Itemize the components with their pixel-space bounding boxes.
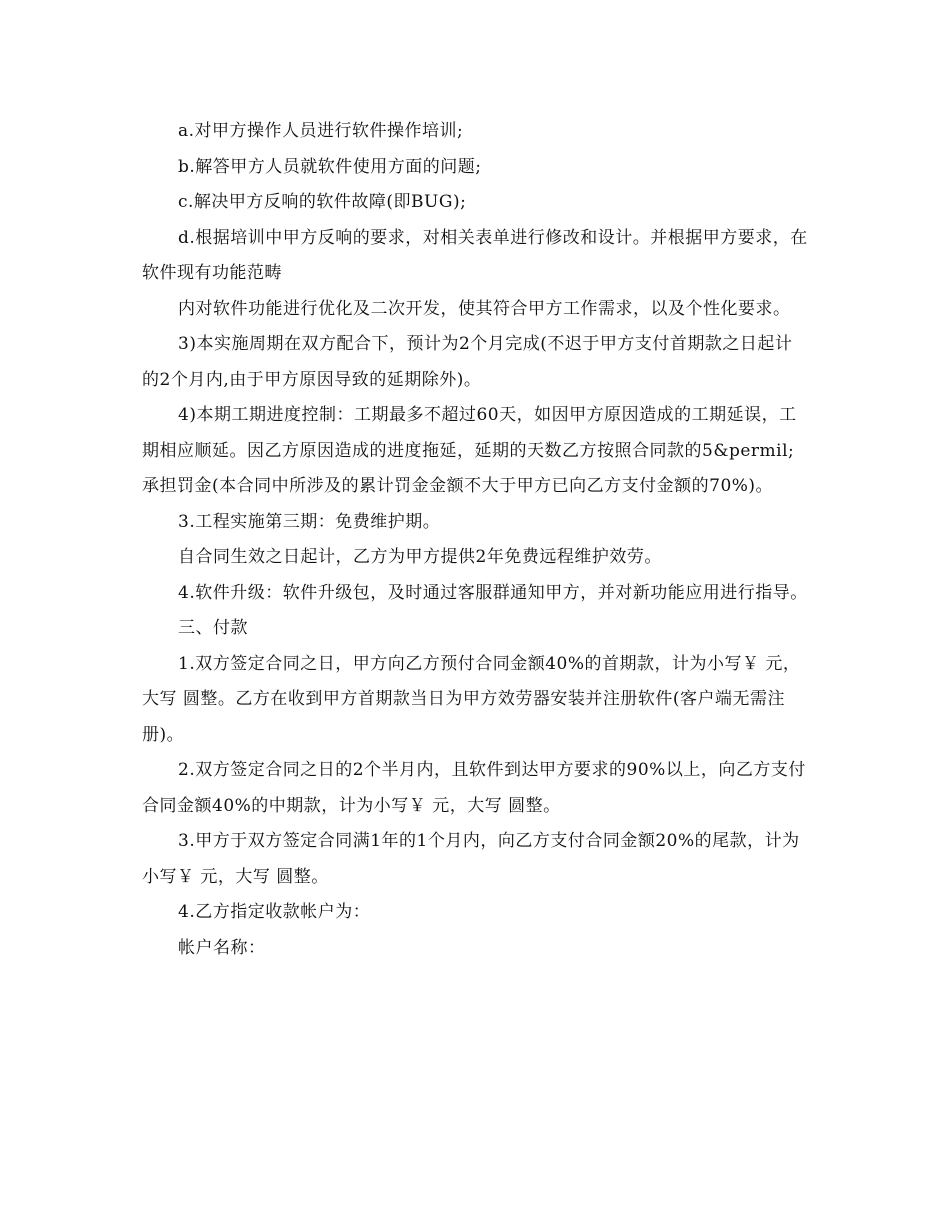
paragraph-phase-three: 3.工程实施第三期：免费维护期。 [178, 511, 441, 532]
paragraph-free-maintenance: 自合同生效之日起计，乙方为甲方提供2年免费远程维护效劳。 [178, 547, 662, 567]
paragraph-account-intro: 4.乙方指定收款帐户为： [178, 902, 371, 922]
paragraph-software-upgrade: 4.软件升级：软件升级包，及时通过客服群通知甲方，并对新功能应用进行指导。 [178, 582, 808, 603]
paragraph-schedule-control: 4)本期工期进度控制：工期最多不超过60天，如因甲方原因造成的工期延误，工期相应顺延。因乙方原因造成的进度拖延，延期的天数乙方按照合同款的5&permil;承担罚金(本合同中所涉及的累计罚金金额不大于甲方已向乙方支付金额的70%)。 [142, 405, 797, 496]
paragraph-modify-forms: d.根据培训中甲方反响的要求，对相关表单进行修改和设计。并根据甲方要求，在软件现有功能范畴 [142, 227, 808, 283]
paragraph-mid-payment: 2.双方签定合同之日的2个半月内，且软件到达甲方要求的90%以上，向乙方支付合同金额40%的中期款，计为小写￥ 元，大写 圆整。 [142, 760, 806, 816]
section-heading-payment: 三、付款 [178, 618, 248, 638]
paragraph-fix-bugs: c.解决甲方反响的软件故障(即BUG); [178, 192, 467, 212]
paragraph-training: a.对甲方操作人员进行软件操作培训; [178, 121, 464, 141]
paragraph-answer-questions: b.解答甲方人员就软件使用方面的问题; [178, 156, 482, 177]
paragraph-final-payment: 3.甲方于双方签定合同满1年的1个月内，向乙方支付合同金额20%的尾款，计为小写￥ 元，大写 圆整。 [142, 831, 800, 887]
paragraph-implementation-period: 3)本实施周期在双方配合下，预计为2个月完成(不迟于甲方支付首期款之日起计的2个月内,由于甲方原因导致的延期除外)。 [142, 334, 793, 390]
paragraph-account-name: 帐户名称： [178, 937, 266, 958]
document-body [142, 114, 808, 966]
paragraph-optimize: 内对软件功能进行优化及二次开发，使其符合甲方工作需求，以及个性化要求。 [178, 298, 791, 319]
paragraph-first-payment: 1.双方签定合同之日，甲方向乙方预付合同金额40%的首期款，计为小写￥ 元，大写 圆整。乙方在收到甲方首期款当日为甲方效劳器安装并注册软件(客户端无需注册)。 [142, 653, 801, 745]
